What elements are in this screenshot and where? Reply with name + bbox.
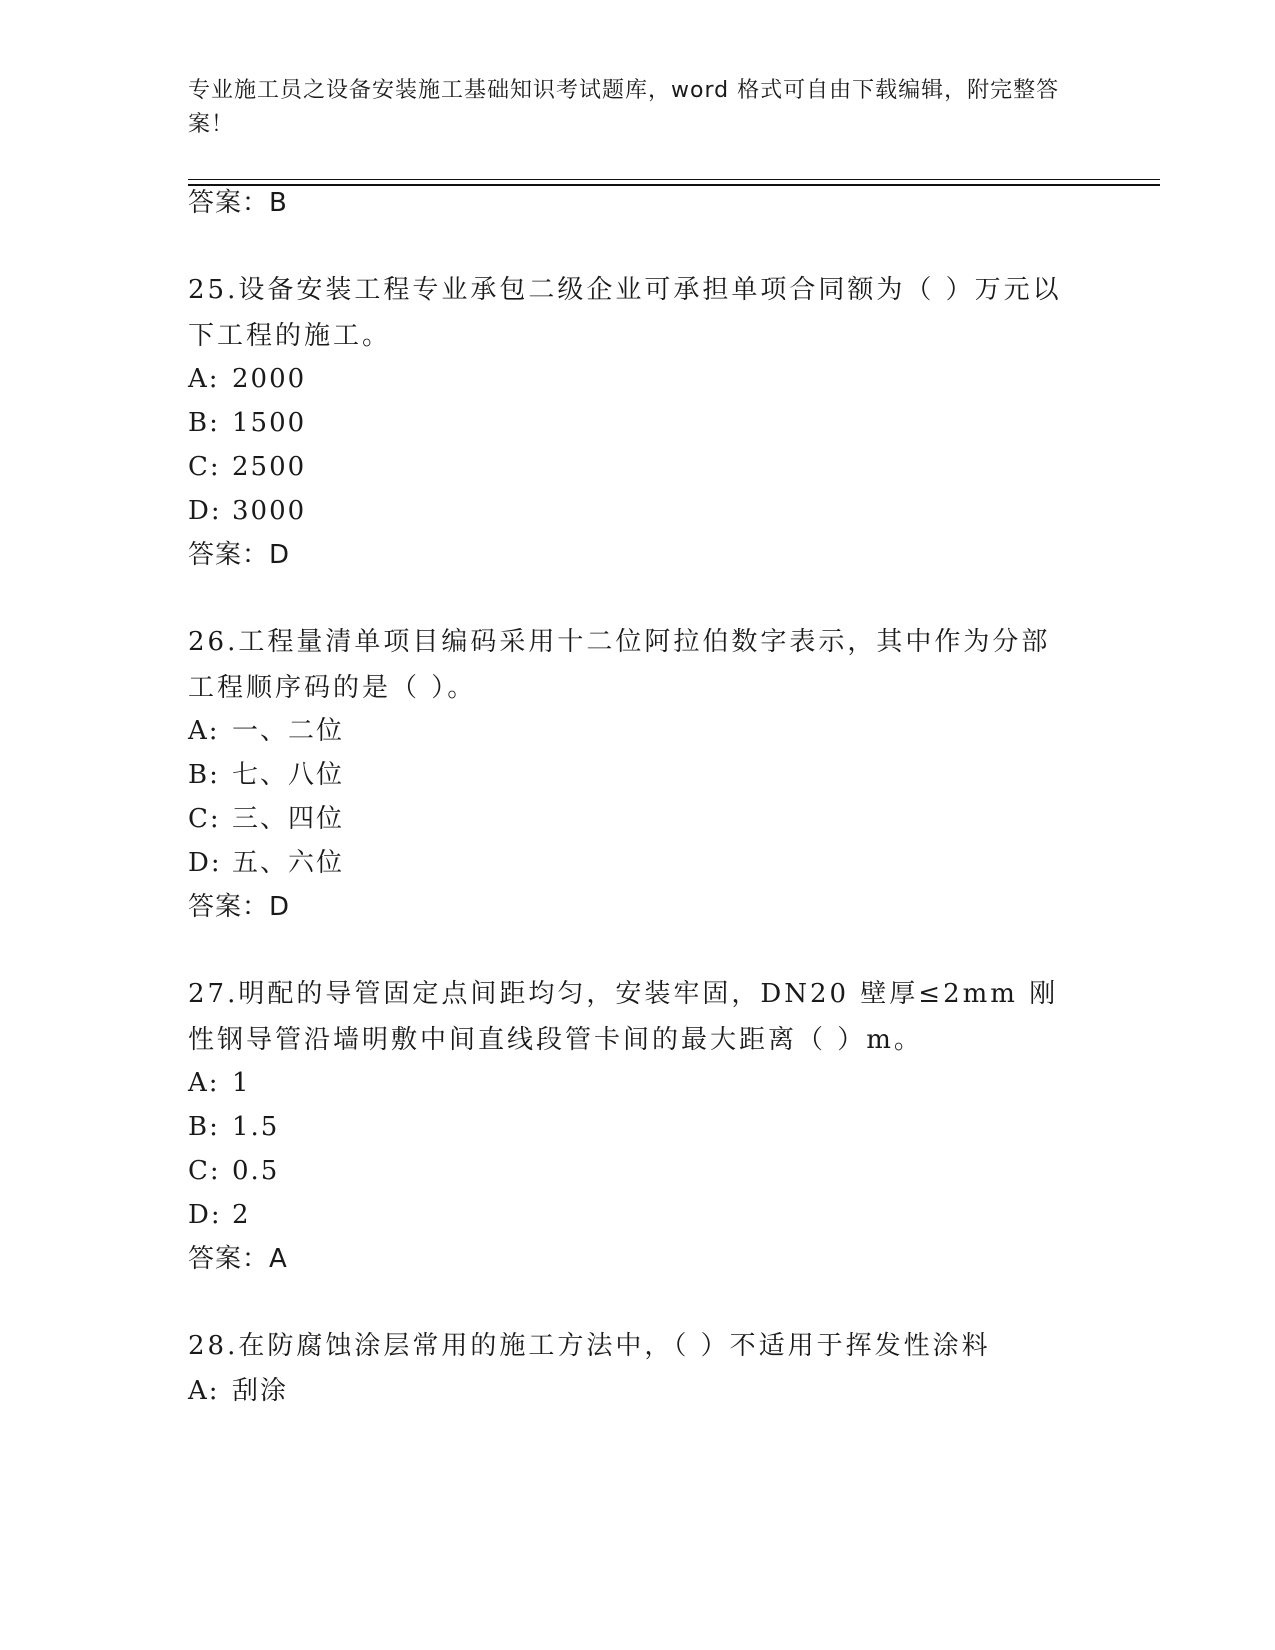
question-26-option-b [188,758,344,792]
question-25-answer: 答案：D [188,540,291,570]
option-value: 1.5 [232,1112,280,1142]
option-label: A: [188,716,220,746]
answer-previous: 答案：B [188,188,288,218]
question-26-answer: 答案：D [188,892,291,922]
question-27-option-a [188,1066,251,1100]
question-27-text: 27.明配的导管固定点间距均匀，安装牢固，DN20 壁厚≤2mm 刚性钢导管沿墙明敷中间直线段管卡间的最大距离（ ）m。 [188,979,1059,1055]
option-value: 七、八位 [232,760,345,790]
question-27-option-c [188,1154,279,1188]
option-value: 3000 [232,496,307,526]
header-divider-thin [188,179,1160,180]
question-26-text: 26.工程量清单项目编码采用十二位阿拉伯数字表示，其中作为分部工程顺序码的是（ ）。 [188,627,1051,703]
question-25-option-c [188,450,306,484]
option-label: D: [188,1200,222,1230]
option-label: B: [188,408,220,438]
option-label: A: [188,364,220,394]
question-26-option-a [188,714,344,748]
question-25-text: 25.设备安装工程专业承包二级企业可承担单项合同额为（ ）万元以下工程的施工。 [188,275,1062,351]
option-label: A: [188,1376,220,1406]
option-value: 一、二位 [232,716,345,746]
option-label: B: [188,760,220,790]
question-28-text: 28.在防腐蚀涂层常用的施工方法中，（ ）不适用于挥发性涂料 [188,1331,991,1361]
option-label: C: [188,452,221,482]
option-label: D: [188,848,222,878]
option-label: A: [188,1068,220,1098]
option-value: 2500 [232,452,307,482]
option-label: C: [188,804,221,834]
header-divider-thick [188,184,1160,186]
option-value: 0.5 [232,1156,280,1186]
question-25-option-a [188,362,306,396]
question-25-option-d [188,494,306,528]
option-label: B: [188,1112,220,1142]
question-27-option-b [188,1110,279,1144]
option-value: 刮涂 [232,1376,289,1406]
document-header: 专业施工员之设备安装施工基础知识考试题库，word 格式可自由下载编辑，附完整答案！ [188,78,1060,137]
option-value: 2 [232,1200,251,1230]
question-27-answer: 答案：A [188,1244,288,1274]
question-25-option-b [188,406,306,440]
option-value: 五、六位 [232,848,345,878]
option-value: 1 [232,1068,251,1098]
question-26-option-c [188,802,344,836]
question-27-option-d [188,1198,251,1232]
question-28-option-a [188,1374,288,1408]
option-value: 1500 [232,408,307,438]
option-label: D: [188,496,222,526]
option-value: 2000 [232,364,307,394]
option-value: 三、四位 [232,804,345,834]
option-label: C: [188,1156,221,1186]
question-26-option-d [188,846,344,880]
